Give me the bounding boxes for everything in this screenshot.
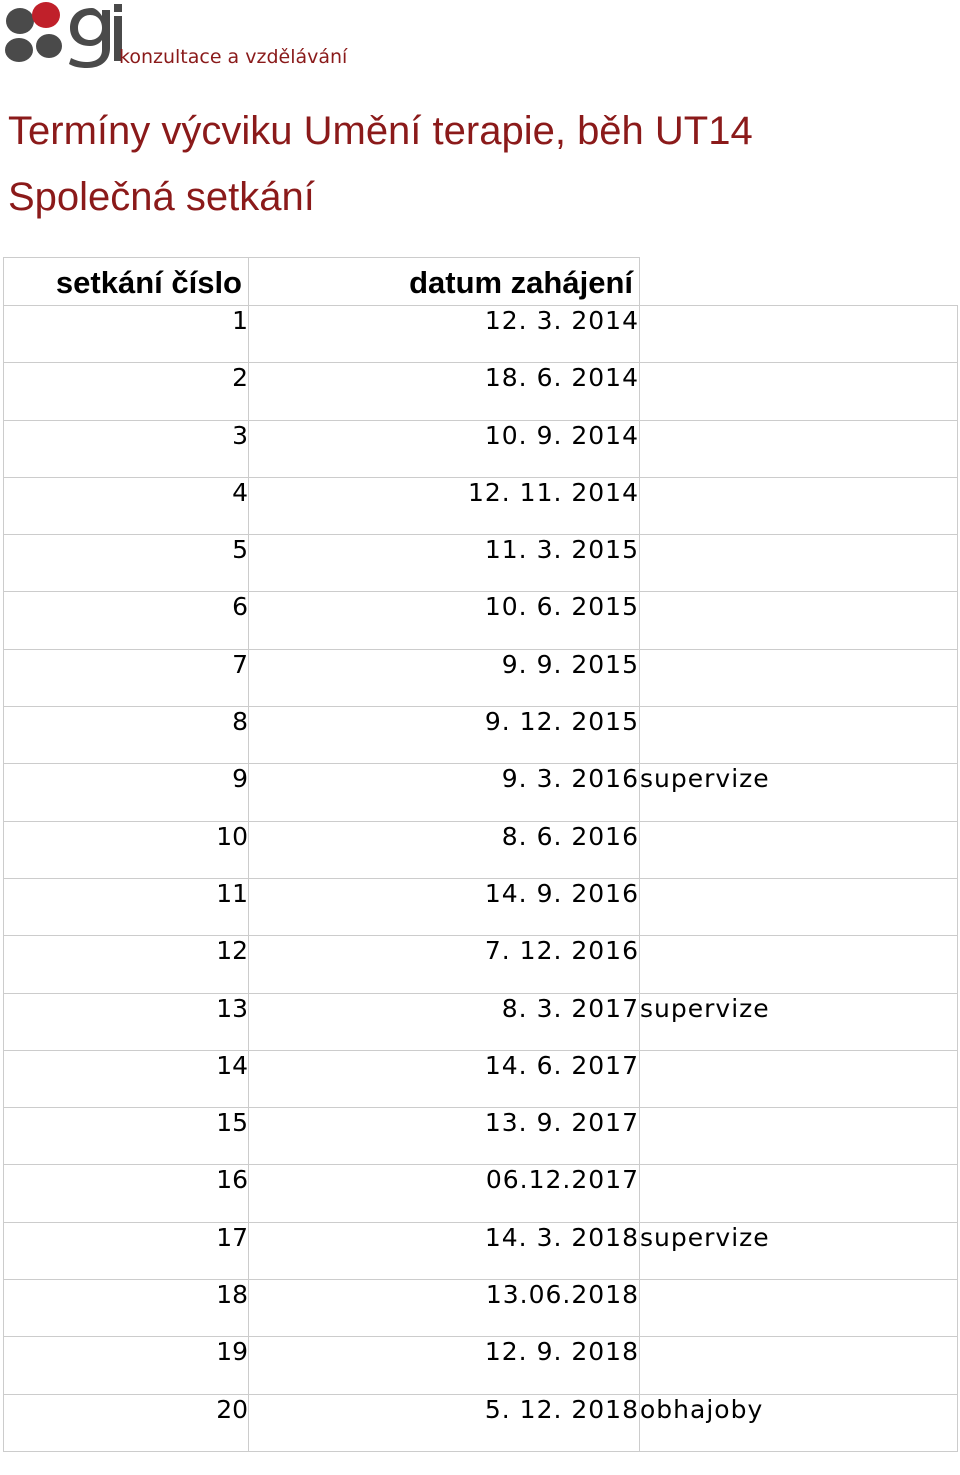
row-date: 5. 12. 2018	[249, 1394, 640, 1451]
row-date: 12. 9. 2018	[249, 1337, 640, 1394]
row-number: 18	[4, 1280, 249, 1337]
row-number: 11	[4, 878, 249, 935]
row-note	[640, 936, 958, 993]
gi-logo-mark-icon	[0, 0, 125, 70]
row-number: 2	[4, 363, 249, 420]
table-row	[4, 878, 958, 935]
row-note: supervize	[640, 764, 958, 821]
table-row	[4, 1337, 958, 1394]
table-row	[4, 592, 958, 649]
row-date: 12. 11. 2014	[249, 477, 640, 534]
table-row	[4, 936, 958, 993]
table-row	[4, 1050, 958, 1107]
row-note	[640, 1280, 958, 1337]
table-row	[4, 477, 958, 534]
row-date: 7. 12. 2016	[249, 936, 640, 993]
row-date: 14. 3. 2018	[249, 1222, 640, 1279]
row-number: 7	[4, 649, 249, 706]
table-row	[4, 1280, 958, 1337]
table-row	[4, 764, 958, 821]
row-date: 14. 6. 2017	[249, 1050, 640, 1107]
row-note	[640, 821, 958, 878]
row-date: 10. 9. 2014	[249, 420, 640, 477]
row-note	[640, 420, 958, 477]
row-number: 19	[4, 1337, 249, 1394]
row-note	[640, 363, 958, 420]
row-date: 12. 3. 2014	[249, 306, 640, 363]
table-row	[4, 993, 958, 1050]
row-number: 5	[4, 535, 249, 592]
row-note: obhajoby	[640, 1394, 958, 1451]
row-note	[640, 1165, 958, 1222]
row-note	[640, 1050, 958, 1107]
page-title: Termíny výcviku Umění terapie, běh UT14	[8, 109, 753, 153]
header-note	[640, 258, 958, 306]
page-subtitle: Společná setkání	[8, 175, 315, 219]
row-number: 12	[4, 936, 249, 993]
row-number: 3	[4, 420, 249, 477]
row-number: 6	[4, 592, 249, 649]
table-header-row	[4, 258, 958, 306]
row-note	[640, 592, 958, 649]
row-note	[640, 1337, 958, 1394]
schedule-table	[3, 257, 958, 1452]
row-date: 13.06.2018	[249, 1280, 640, 1337]
table-row	[4, 649, 958, 706]
row-number: 10	[4, 821, 249, 878]
table-row	[4, 821, 958, 878]
table-row	[4, 707, 958, 764]
header-meeting-number: setkání číslo	[4, 258, 249, 306]
header-start-date: datum zahájení	[249, 258, 640, 306]
row-date: 8. 6. 2016	[249, 821, 640, 878]
row-date: 9. 3. 2016	[249, 764, 640, 821]
table-row	[4, 1222, 958, 1279]
row-date: 18. 6. 2014	[249, 363, 640, 420]
row-number: 15	[4, 1108, 249, 1165]
row-date: 13. 9. 2017	[249, 1108, 640, 1165]
table-row	[4, 535, 958, 592]
row-date: 9. 12. 2015	[249, 707, 640, 764]
row-number: 8	[4, 707, 249, 764]
table-row	[4, 1394, 958, 1451]
row-number: 14	[4, 1050, 249, 1107]
row-number: 1	[4, 306, 249, 363]
table-row	[4, 306, 958, 363]
row-note	[640, 1108, 958, 1165]
company-logo	[0, 0, 360, 72]
table-row	[4, 1165, 958, 1222]
row-note: supervize	[640, 993, 958, 1050]
row-date: 14. 9. 2016	[249, 878, 640, 935]
row-number: 9	[4, 764, 249, 821]
row-date: 10. 6. 2015	[249, 592, 640, 649]
row-note	[640, 306, 958, 363]
row-number: 17	[4, 1222, 249, 1279]
logo-tagline: konzultace a vzdělávání	[119, 46, 348, 68]
row-date: 11. 3. 2015	[249, 535, 640, 592]
row-note: supervize	[640, 1222, 958, 1279]
row-date: 9. 9. 2015	[249, 649, 640, 706]
row-note	[640, 878, 958, 935]
table-row	[4, 420, 958, 477]
row-number: 20	[4, 1394, 249, 1451]
row-number: 13	[4, 993, 249, 1050]
row-note	[640, 707, 958, 764]
row-note	[640, 477, 958, 534]
row-number: 4	[4, 477, 249, 534]
table-row	[4, 363, 958, 420]
row-note	[640, 649, 958, 706]
table-row	[4, 1108, 958, 1165]
row-date: 06.12.2017	[249, 1165, 640, 1222]
row-number: 16	[4, 1165, 249, 1222]
row-date: 8. 3. 2017	[249, 993, 640, 1050]
row-note	[640, 535, 958, 592]
